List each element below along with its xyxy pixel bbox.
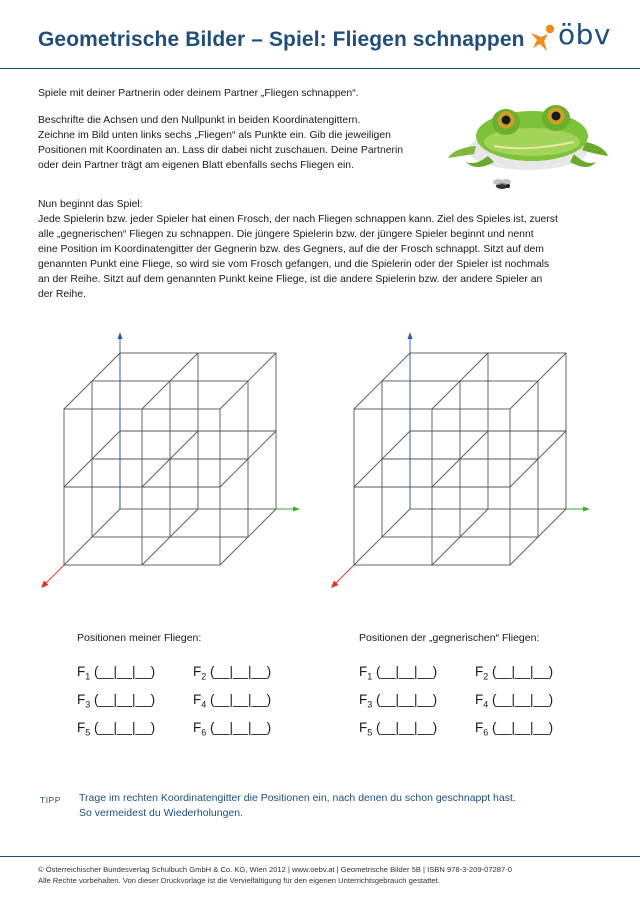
left-coordinate-grid[interactable]	[30, 328, 300, 593]
left-positions-title: Positionen meiner Fliegen:	[77, 632, 202, 644]
game-line-6: der Reihe.	[38, 289, 86, 300]
left-fly-3[interactable]: $F_3$ (__|__|__)	[77, 692, 156, 710]
logo-text: öbv	[558, 18, 611, 51]
right-fly-4[interactable]: $F_4$ (__|__|__)	[475, 692, 554, 710]
game-line-5: an der Reihe. Sitzt auf dem genannten Punkt keine Fliege, ist die andere Spielerin bzw. der andere Spieler an	[38, 274, 543, 285]
instruction-line-2: Zeichne im Bild unten links sechs „Fliegen“ als Punkte ein. Gib die jeweiligen	[38, 130, 391, 141]
game-line-1: Jede Spielerin bzw. jeder Spieler hat einen Frosch, der nach Fliegen schnappen kann. Ziel des Spieles ist, zuerst	[38, 214, 558, 225]
instruction-line-1: Beschrifte die Achsen und den Nullpunkt in beiden Koordinatengittern.	[38, 115, 361, 126]
right-coordinate-grid[interactable]	[320, 328, 590, 593]
left-fly-5[interactable]: $F_5$ (__|__|__)	[77, 720, 156, 738]
frog-image	[436, 96, 612, 196]
right-fly-5[interactable]: $F_5$ (__|__|__)	[359, 720, 438, 738]
tipp-label: TIPP	[40, 795, 61, 805]
footer-rights: Alle Rechte vorbehalten. Von dieser Druckvorlage ist die Vervielfältigung für den eigenen Unterrichtsgebrauch gestattet.	[38, 876, 440, 885]
tipp-line-2: So vermeidest du Wiederholungen.	[79, 807, 244, 819]
oebv-logo	[528, 18, 611, 54]
grid-lines	[354, 353, 566, 565]
left-fly-2[interactable]: $F_2$ (__|__|__)	[193, 664, 272, 682]
game-heading: Nun beginnt das Spiel:	[38, 199, 143, 210]
left-fly-1[interactable]: $F_1$ (__|__|__)	[77, 664, 156, 682]
instruction-line-3: Positionen mit Koordinaten an. Lass dir dabei nicht zuschauen. Deine Partnerin	[38, 145, 404, 156]
right-positions-title: Positionen der „gegnerischen“ Fliegen:	[359, 632, 540, 644]
page-title: Geometrische Bilder – Spiel: Fliegen schnappen	[38, 28, 525, 51]
right-fly-3[interactable]: $F_3$ (__|__|__)	[359, 692, 438, 710]
game-line-3: eine Position im Koordinatengitter der Gegnerin bzw. des Gegners, auf die der Frosch schnappt. Sitzt auf dem	[38, 244, 544, 255]
footer-divider	[0, 856, 640, 857]
grid-lines	[64, 353, 276, 565]
game-line-2: alle „gegnerischen“ Fliegen zu schnappen. Die jüngere Spielerin bzw. der jüngere Spieler beginnt und nennt	[38, 229, 534, 240]
tipp-text	[79, 791, 516, 821]
left-fly-6[interactable]: $F_6$ (__|__|__)	[193, 720, 272, 738]
game-line-4: genannten Punkt eine Fliege, so wird sie vom Frosch gefangen, und die Spielerin oder der Spieler ist nochmals	[38, 259, 550, 270]
fly-icon	[493, 179, 511, 189]
right-fly-2[interactable]: $F_2$ (__|__|__)	[475, 664, 554, 682]
x-axis-arrow-icon	[293, 507, 300, 512]
logo-star-icon	[528, 22, 558, 54]
right-fly-1[interactable]: $F_1$ (__|__|__)	[359, 664, 438, 682]
left-fly-4[interactable]: $F_4$ (__|__|__)	[193, 692, 272, 710]
right-fly-6[interactable]: $F_6$ (__|__|__)	[475, 720, 554, 738]
header-divider	[0, 68, 640, 69]
instruction-line-4: oder dein Partner trägt am eigenen Blatt ebenfalls sechs Fliegen ein.	[38, 160, 354, 171]
y-axis-arrow-icon	[118, 332, 123, 339]
footer-copyright: © Österreichischer Bundesverlag Schulbuch GmbH & Co. KG, Wien 2012 | www.oebv.at | Geometrische Bilder 5B | ISBN 978-3-209-07287-0	[38, 865, 512, 874]
y-axis-arrow-icon	[408, 332, 413, 339]
tipp-line-1: Trage im rechten Koordinatengitter die Positionen ein, nach denen du schon geschnappt hast.	[79, 792, 516, 804]
footer	[38, 864, 512, 886]
x-axis-arrow-icon	[583, 507, 590, 512]
intro-text: Spiele mit deiner Partnerin oder deinem Partner „Fliegen schnappen“.	[38, 88, 359, 99]
